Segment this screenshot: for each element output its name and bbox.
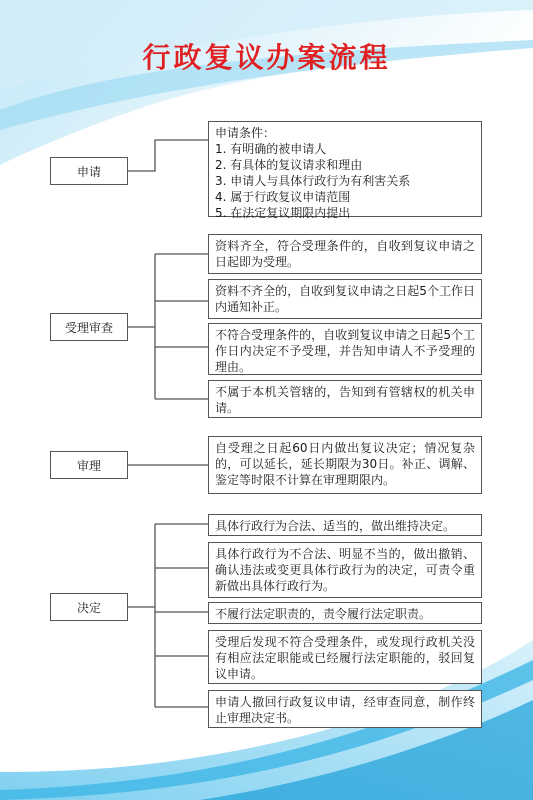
condition-line: 4. 属于行政复议申请范围 [215, 190, 351, 204]
condition-line: 申请条件： [215, 126, 276, 140]
condition-line: 3. 申请人与具体行政行为有利害关系 [215, 174, 411, 188]
review-outcome-box: 资料不齐全的，自收到复议申请之日起5个工作日内通知补正。 [208, 279, 482, 319]
page-title: 行政复议办案流程 [142, 41, 391, 74]
stage-label-decision: 决定 [50, 593, 128, 621]
hearing-rule-box: 自受理之日起60日内做出复议决定；情况复杂的，可以延长，延长期限为30日。补正、调解、鉴定等时限不计算在审理期限内。 [208, 436, 482, 494]
stage-label-hearing: 审理 [50, 451, 128, 479]
decision-outcome-box: 不履行法定职责的，责令履行法定职责。 [208, 602, 482, 624]
decision-outcome-box: 具体行政行为合法、适当的，做出维持决定。 [208, 514, 482, 536]
stage-label-review: 受理审查 [50, 313, 128, 341]
review-outcome-box: 不符合受理条件的，自收到复议申请之日起5个工作日内决定不予受理，并告知申请人不予受理的理由。 [208, 323, 482, 375]
decision-outcome-box: 具体行政行为不合法、明显不当的，做出撤销、确认违法或变更具体行政行为的决定，可责令重新做出具体行政行为。 [208, 542, 482, 598]
condition-line: 1. 有明确的被申请人 [215, 142, 327, 156]
apply-conditions-box [208, 121, 482, 220]
condition-line: 2. 有具体的复议请求和理由 [215, 158, 363, 172]
condition-line: 5. 在法定复议期限内提出 [215, 206, 351, 220]
decision-outcome-box: 受理后发现不符合受理条件，或发现行政机关没有相应法定职能或已经履行法定职能的，驳回复议申请。 [208, 630, 482, 684]
review-outcome-box: 资料齐全，符合受理条件的，自收到复议申请之日起即为受理。 [208, 234, 482, 274]
review-outcome-box: 不属于本机关管辖的，告知到有管辖权的机关申请。 [208, 380, 482, 418]
decision-outcome-box: 申请人撤回行政复议申请，经审查同意，制作终止审理决定书。 [208, 690, 482, 728]
stage-label-apply: 申请 [50, 157, 128, 185]
